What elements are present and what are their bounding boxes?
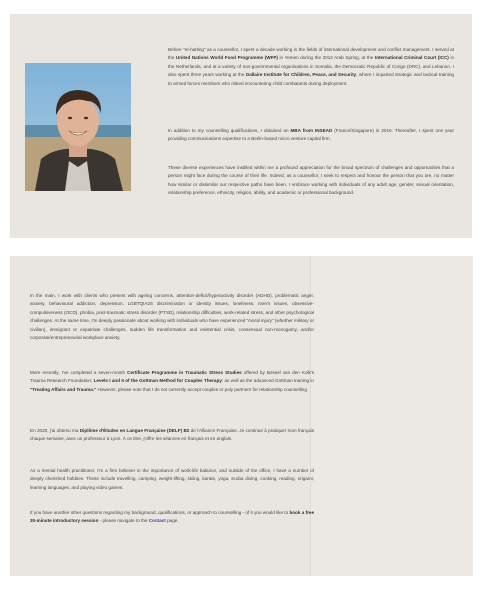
background-paragraph: Before "re-hatting" as a counsellor, I spent a decade working in the fields of international development and conflict management. I served at the United Nations World Food Programme (WFP) in Yemen during the 2012 Arab Spring, at the International Criminal Court (ICC) in the Netherlands, and at a variety of non-governmental organisations in Somalia, the Democratic Republic of Congo (DRC), and Lebanon. I also spent three years working at the Dallaire Institute for Children, Peace, and Security, where I imparted strategic and tactical training to armed forces members who risked encountering child combatants during deployment. xyxy=(168,47,454,86)
contact-paragraph: If you have another other questions regarding my background, qualifications, or approach to counselling - of it you would like to book a free 30-minute introductory session - please navigate to the Contact page. xyxy=(30,510,314,524)
training-paragraph: More recently, I've completed a seven-month Certificate Programme in Traumatic Stress Studies offered by Bessel van den Kolk's Trauma Research Foundation; Levels I and II of the Gottman Method for Couples Therapy; as well as the advanced Gottman training in "Treating Affairs and Trauma." However, please note that I do not currently accept couples or poly partners for relationship counselling. xyxy=(30,370,314,392)
philosophy-paragraph: These diverse experiences have instilled within me a profound appreciation for the broad spectrum of challenges and opportunities that a person might face during the course of their life. Indeed, as a counsellor, I seek to respect and honour the person that you are, no matter how similar or dissimilar our respective paths have been. I embrace working with individuals of any adult age, gender, sexual orientation, relationship preference, ethnicity, religion, ability, and academic or professional background. xyxy=(168,165,454,196)
french-paragraph: En 2020, j'ai obtenu ma Diplôme d'Études en Langue Française (DELF) B2 de l'Alliance Française. Je continue à pratiquer mon français chaque semaine, avec un professeur à Lyon. À ce titre, j'offre les séances en français et en anglais. xyxy=(30,428,314,442)
side-column xyxy=(310,256,473,576)
contact-page-link[interactable]: Contact xyxy=(148,518,166,524)
book-session-link[interactable]: book a free 30-minute introductory session xyxy=(30,510,314,524)
counsellor-portrait-photo xyxy=(25,63,131,191)
specialties-paragraph: In the main, I work with clients who present with ageing concerns, attention-deficit/hyperactivity disorder (ADHD), problematic anger, anxiety, behavioural addiction, depression, LGBTQIA2S discrimination or identity issues, loneliness, men's issues, obsessive-compulsiveness (OCD), phobia, post-traumatic stress disorder (PTSD), relationship difficulties, work-related stress, and other psychological challenges. At the same time, I'm deeply passionate about working with individuals who have experienced "moral injury" (whether military or civilian), immigrant or expatriate challenges, sudden life transformation and existential crisis, consensual non-monogamy, and/or corporate/entrepreneurial workplace anxiety. xyxy=(30,293,314,341)
education-paragraph: In addition to my counselling qualifications, I obtained an MBA from INSEAD (France/Singapore) in 2016. Thereafter, I spent one year providing communications expertise to a Berlin-based micro venture capital firm. xyxy=(168,128,454,142)
hobbies-paragraph: As a mental health practitioner, I'm a firm believer in the importance of work-life balance, and outside of the office, I have a number of deeply cherished hobbies. These include travelling, camping, weight-lifting, skiing, karate, yoga, scuba diving, cooking, reading, origami, learning languages, and playing video games. xyxy=(30,468,314,490)
